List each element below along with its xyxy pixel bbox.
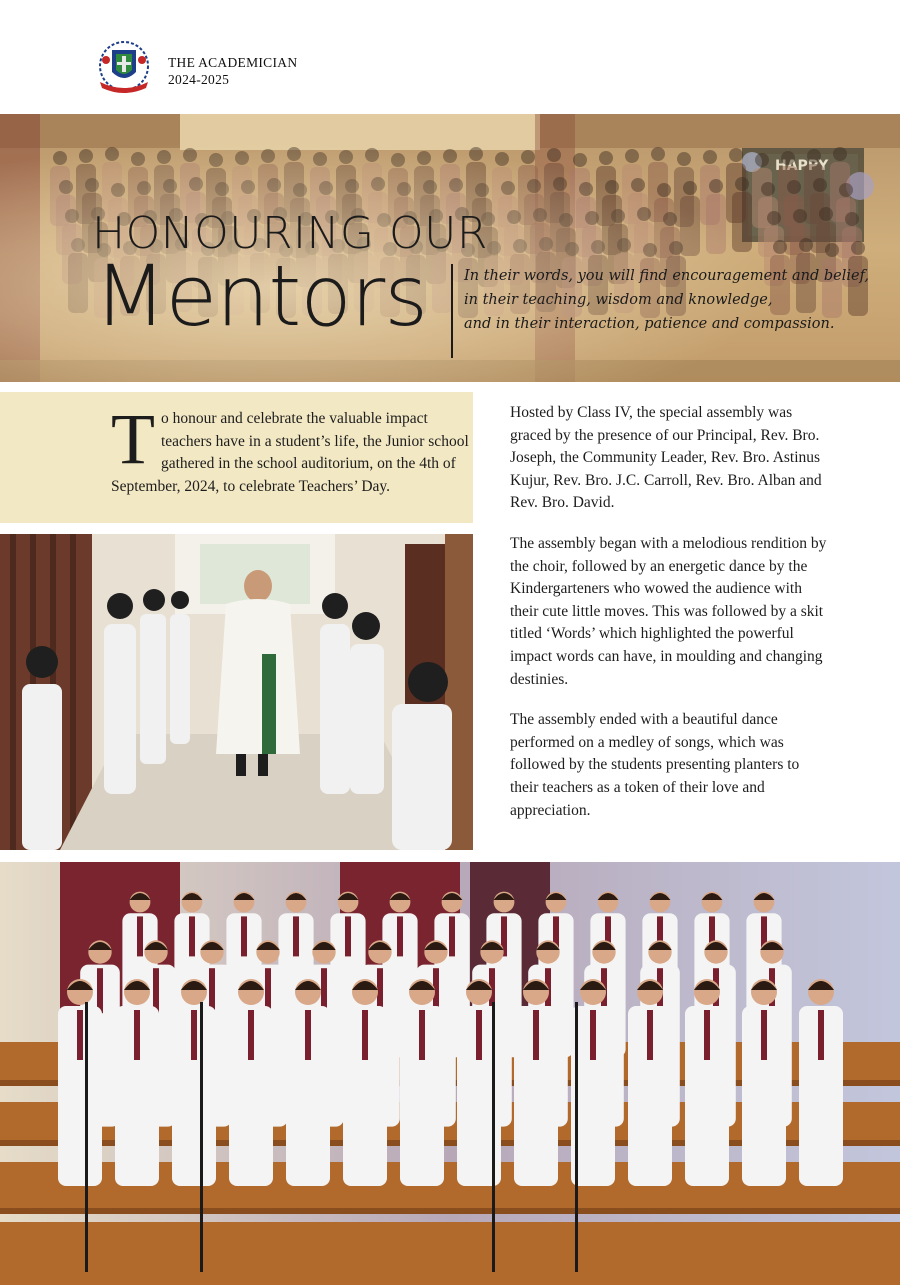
intro-paragraph <box>111 399 471 498</box>
publication-name: THE ACADEMICIAN <box>168 55 298 70</box>
intro-text: o honour and celebrate the valuable impact teachers have in a student’s life, the Junior school gathered in the school auditorium, on the 4th of September, 2024, to celebrate Teachers’ Day. <box>111 410 469 495</box>
school-crest-icon <box>92 38 156 96</box>
body-paragraph: The assembly began with a melodious rendition by the choir, followed by an energetic dance by the Kindergarteners who wowed the audience with their cute little moves. This was followed by a skit titled ‘Words’ which highlighted the powerful impact words can have, in moulding and changing destinies. <box>510 534 827 688</box>
body-paragraph: The assembly ended with a beautiful dance performed on a medley of songs, which was followed by the students presenting planters to their teachers as a token of their love and appreciation. <box>510 711 800 819</box>
guard-of-honour-photo <box>0 534 473 850</box>
quote-line: In their words, you will find encouragement and belief, <box>464 268 870 284</box>
article-body <box>510 402 830 840</box>
body-paragraph: Hosted by Class IV, the special assembly was graced by the presence of our Principal, Rev. Bro. Joseph, the Community Leader, Rev. Bro. Astinus Kujur, Rev. Bro. J.C. Carroll, Rev. Bro. Alban and Rev. Bro. David. <box>510 404 822 512</box>
hero-title-line-2: Mentors <box>94 247 428 345</box>
publication-title <box>168 54 297 88</box>
drop-cap: T <box>111 399 155 479</box>
hero-quote <box>464 264 894 336</box>
quote-line: in their teaching, wisdom and knowledge, <box>464 292 773 308</box>
quote-line: and in their interaction, patience and compassion. <box>464 316 835 332</box>
hero-title-line-1: HONOURING OUR <box>92 208 488 259</box>
choir-photo <box>0 862 900 1285</box>
page-header <box>92 38 392 98</box>
publication-year: 2024-2025 <box>168 72 230 87</box>
quote-divider <box>451 264 453 358</box>
intro-highlight-box <box>0 392 473 523</box>
hero-banner <box>0 114 900 382</box>
